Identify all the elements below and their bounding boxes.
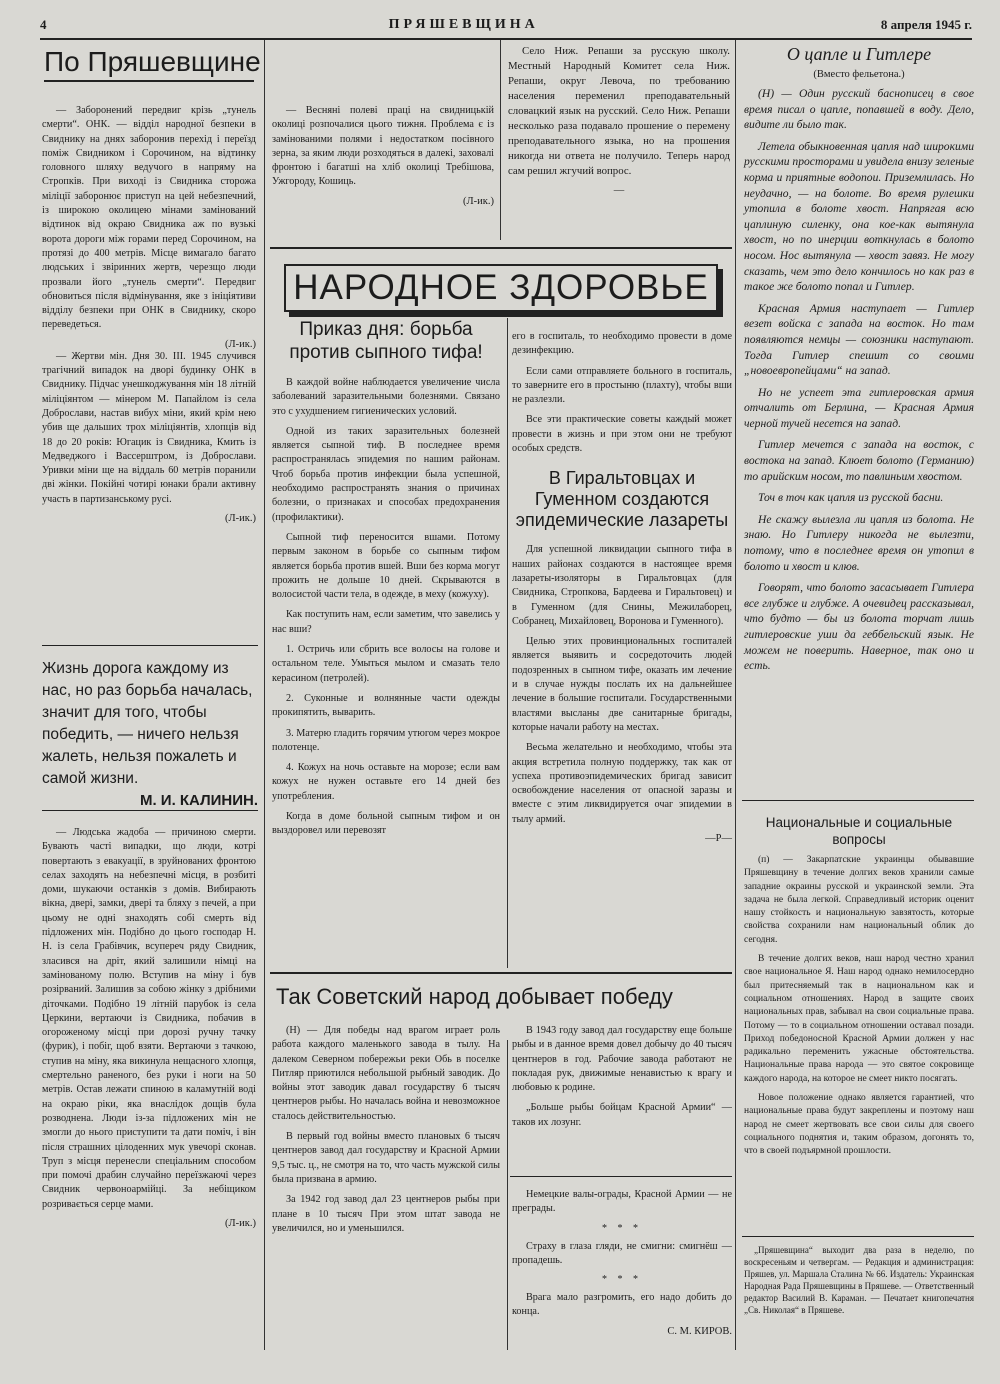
- kirov-line-3: Врага мало разгромить, его надо добить до конца.: [512, 1292, 732, 1318]
- sov-article: [272, 1024, 500, 1242]
- sov-p1: (Н) — Для победы над врагом играет роль работа каждого маленького завода в тылу. На далеком Северном побережьи реки Обь в поселке Питляр приютился небольшой рыбный заводик. До войны этот заводик давал государству 6 тысяч центнеров рыбы. Но началась война и невозможное сталось действительностью.: [272, 1025, 500, 1122]
- column-rule-3: [735, 40, 736, 1350]
- kirov-stars-2: * * *: [602, 1274, 642, 1286]
- kirov-author: С. М. КИРОВ.: [667, 1325, 732, 1337]
- quote-text: Жизнь дорога каждому из нас, но раз борьба началась, значит для того, чтобы победить, — ничего нельзя жалеть, нельзя пожалеть и самой жизни.: [42, 660, 253, 787]
- feuilleton-p5: Гитлер мечется с запада на восток, с востока на запад. Клюет болото (Германию) то арийским носом, то павлиньим хвостом.: [744, 438, 974, 483]
- feuilleton-title: О цапле и Гитлере: [786, 44, 932, 64]
- typhus-p9: Когда в доме больной сыпным тифом и он выздоровел или перевозят: [272, 811, 500, 837]
- kalinin-quote: [42, 658, 258, 812]
- article-russian-school: [508, 44, 730, 196]
- article-tunnel-signature: (Л-ик.): [225, 338, 256, 350]
- quote-author: М. И. КАЛИНИН.: [139, 792, 258, 809]
- typhus-q2: Если сами отправляете больного в госпиталь, то заверните его в простыню (плахту), чтобы вши не разлезли.: [512, 365, 732, 406]
- feuilleton-p6: Точ в точ как цапля из русской басни.: [758, 491, 944, 505]
- feuilleton-p4: Но не успеет эта гитлеровская армия отчалить от Берлина, — Красная Армия черной тучей несется на запад.: [744, 385, 974, 430]
- typhus-q3: Все эти практические советы каждый может провести в жизнь и при этом они не требуют особых средств.: [512, 414, 732, 455]
- feuilleton-p7: Не скажу вылезла ли цапля из болота. Не знаю. Но Гитлеру никогда не вылезти, потому, что в последнее время он утопил в болото и хвост и клюв.: [744, 512, 974, 573]
- sov-p3: За 1942 год завод дал 23 центнеров рыбы при плане в 10 тысяч При этом штат завода не увеличился, но и уменьшился.: [272, 1194, 500, 1234]
- feuilleton-p1: (Н) — Один русский баснописец в свое время писал о цапле, попавшей в воду. Дело, видите ли было так.: [744, 87, 974, 132]
- article-mines-signature: (Л-ик.): [225, 513, 256, 525]
- lazarets-signature: —Р—: [705, 833, 732, 845]
- column-rule-sov: [507, 1040, 508, 1350]
- sov-title-wrap: [276, 984, 732, 1010]
- article-tunnel: — Заборонений передвиг крізь „тунель смерти“. ОНК. — відділ народної безпеки в Свиднику на днях заборонив перехід і переїзд поміж Свидником і Сорочином, на відтинку головного шляху ведучого в напряму на Стропків. При виході із Свидника сторожа міліції заборонює приступ на цей небезпечний, із широкою околицею мінами замінований відтинок від окраю Свидника аж по вузькі ворота дороги між горами перед Сорочином, на протязі до 400 метрів. Місце вимагало багато людських і звіринних жертв, черезщо люди прозвали його „тунель смерти“. Передвиг обновиться після відмінування, яке з ініціятиви відділу безпеки при ОНК в Свиднику, скоро переведеться.: [42, 105, 256, 331]
- article-spring-work: [272, 104, 494, 207]
- imprint-text: „Пряшевщина“ выходит два раза в неделю, по воскресеньям и четвергам. — Редакция и администрация: Пряшев, ул. Маршала Сталина № 66. Издатель: Украинская Народная Рада Пряшевщины в Пряшеве. — Ответственный редактор Василий В. Караман. — Печатает книгопечатня „Св. Николая“ в Пряшеве.: [744, 1245, 974, 1315]
- typhus-p6: 2. Суконные и волнянные части одежды прокипятить, выварить.: [272, 692, 500, 719]
- rubric-title: По Пряшевщине: [44, 46, 254, 82]
- column-rule-1: [264, 40, 265, 1350]
- imprint-rule: [742, 1236, 974, 1237]
- sov-article-continued: [512, 1024, 732, 1136]
- national-rule: [742, 800, 974, 801]
- typhus-q1: его в госпиталь, то необходимо провести в доме дезинфекцию.: [512, 331, 732, 357]
- lazarets-p1: Для успешной ликвидации сыпного тифа в наших районах создаются в настоящее время лазареты-изоляторы в Гиральтовцах (для Свидника, Стропкова, Бардеева и Гиральтовец) и в Гуменном (для Снины, Межилаборец, Собранец, Михайловец, Воронова и Гуменного).: [512, 544, 732, 627]
- feuilleton: [744, 44, 974, 680]
- quote-rule-bottom: [42, 810, 258, 811]
- national-article: [744, 814, 974, 1165]
- lazarets-p3: Весьма желательно и необходимо, чтобы эта акция встретила полную поддержку, так как от успеха противоэпидемических бригад зависит освобождение населения от опасной заразы и вместе с этим ликвидируется очаг эпидемии в тылу армий.: [512, 742, 732, 825]
- feuilleton-subtitle: (Вместо фельетона.): [813, 69, 905, 80]
- health-banner: НАРОДНОЕ ЗДОРОВЬЕ: [284, 264, 718, 312]
- typhus-p2: Одной из таких заразительных болезней является сыпной тиф. В последнее время распространялась эпидемия по нашим районам. Чтоб борьба против инфекции была успешной, необходимо распространять знания о причинах болезни, о признаках и способах предохранения (профилактики).: [272, 425, 500, 523]
- article-greed: — Людська жадоба — причиною смерти. Бувають часті випадки, що люди, котрі повертають з евакуації, в зруйнованих фронтою селах заходять на небезпечні місця, в розбиті доми, шукаючи останків з домів. Вибирають вікна, двері, замки, двері та бляху з печей, а при цьому не одні знаходять собі смерть від підложених мін. Подібно до цього господар Н. Н. із села Грабівчик, всупереч ряду Свидник, зласився на дріт, який залишили німці на замінованому полю. Вступив на міну і був розірваний. Залишив за собою жінку з дрібними діточками. Подібно 19 літній парубок із села Церкини, вертаючи із Свидника, побачив в огороженому місці при дорозі ручну тачку (фурик), і побіг, щоб взяти. Вертаючи з тачкою, ступив на міну, яка викинула нещасного хлопця, смертельно раненого, без руки і ноги на 50 метрів. Остав лежати спиною в каламутній воді на окраю ріки, яка внаслідок дощів була розводнена. Люди із-за підложених мін не змогли до нього приступити та дати поміч, і він після страшних цілоденних мук увечорі сконав. Труп з місця перенесли спеціальним способом при помочі драбин случайно переїзжаючі через Свидник червоноармійці. За небіщиком розривається серце мами.: [42, 827, 256, 1210]
- lazarets-p2: Целью этих провинциональных госпиталей является выявить и сосредоточить людей подозренных в сыпном тифе, оказать им лечение и в случае нужды послать их на дальнейшее лечение в большие госпитали. Государственными властями высланы две санитарные бригады, которые начали работу на местах.: [512, 636, 732, 733]
- spring-work-signature: (Л-ик.): [463, 195, 494, 207]
- header-rule: [40, 38, 972, 40]
- kirov-line-2: Страху в глаза гляди, не смигни: смигнёш — пропадешь.: [512, 1240, 732, 1266]
- typhus-p4: Как поступить нам, если заметим, что завелись у нас вши?: [272, 609, 500, 635]
- typhus-p7: 3. Матерю гладить горячим утюгом через мокрое полотенце.: [272, 727, 500, 753]
- column-1-lower: [42, 826, 256, 1229]
- article-greed-signature: (Л-ик.): [225, 1218, 256, 1230]
- typhus-p3: Сыпной тиф переносится вшами. Потому первым законом в борьбе со сыпным тифом является борьба против вшей. Вши без корма могут прожить не дольше 10 дней. Скрываются в волосистой части тела, в одежде, в меху (кожуху).: [272, 531, 500, 601]
- health-rule: [270, 247, 732, 249]
- lazarets-title: В Гиральтовцах и Гуменном создаются эпидемические лазареты: [515, 468, 729, 531]
- typhus-title: Приказ дня: борьба против сыпного тифа!: [289, 319, 483, 363]
- typhus-p8: 4. Кожух на ночь оставьте на морозе; если вам кожух не нужен оставьте его 14 дней без употребления.: [272, 762, 500, 802]
- column-1: [42, 104, 256, 524]
- sov-p5: „Больше рыбы бойцам Красной Армии“ — таков их лозунг.: [512, 1102, 732, 1128]
- page-header: [40, 14, 972, 36]
- typhus-p1: В каждой войне наблюдается увеличение числа заболеваний заразительными болезнями. Связано это с ухудшением гигиенических условий.: [272, 377, 500, 417]
- feuilleton-p8: Говорят, что болото засасывает Гитлера все глубже и глубже. А очевидец рассказывал, что будто — бы из болота торчат лишь гитлеровские уши да геббельский язык. Не можем не поверить. Наверное, так оно и есть.: [744, 581, 974, 673]
- article-mines: — Жертви мін. Дня 30. III. 1945 случився трагічний випадок на дворі будинку ОНК в Свиднику. Підчас унешкоджування мін 18 літній міліціянтом — мінером М. Папайлом із села Доброслави, настав вибух міни, який крім нею убив ще дальших трох міліціянтів, хлопців від 18 до 20 років: Югацик із Свидника, Кмить із Медведжого і Вассерштром, із Доброслави. Уривки міни ще на віддаль 60 метрів поранили дві жінки. Покійні чотирі юнаки брали активну участь в партизанському русі.: [42, 350, 256, 505]
- national-p2: В течение долгих веков, наш народ честно хранил свое национальное Я. Наш народ однако немилосердно был притесняемый так в национальном как и социальном отношениях. Народ в защите своих национальных прав, забывал на свои социальные права. Потому — то в социальном отношении оставал позади. Приход победоносной Красной Армии должен у нас радикально переменить ужасные обстоятельства. Национальные права народа — это святое сокровище каждого народа, на которое не смеет никто посягать.: [744, 954, 974, 1084]
- column-rule-2: [500, 40, 501, 240]
- kirov-quotes: [512, 1188, 732, 1337]
- national-p1: (п) — Закарпатские украинцы обывавшие Пряшевщину в течение долгих веков хранили самые западние окраины русской и украинской земли. Эта задача не была легкой. Справедливый историк оценит нашу стойкость и национальную завзятость, которые свойства сохранили нам национальный облик до сегодня.: [744, 855, 974, 945]
- quote-rule-top: [42, 645, 258, 646]
- kirov-rule: [510, 1176, 732, 1177]
- kirov-stars-1: * * *: [602, 1222, 642, 1234]
- sov-p4: В 1943 году завод дал государству еще больше рыбы и в данное время довел добычу до 40 тысяч центнеров в год. Рабочие завода работают не покладая рук, движимые ненавистью к врагу и любовью к родине.: [512, 1025, 732, 1094]
- section-rubric: [44, 46, 261, 82]
- kirov-line-1: Немецкие валы-ограды, Красной Армии — не преграды.: [512, 1189, 732, 1215]
- national-p3: Новое положение однако является гарантией, что национальные права будут закреплены и поэтому наш народ не смеет жертвовать все свои силы для своего социального поднятия и, таким образом, догонять то, что в своей подъярмной прошлости.: [744, 1093, 974, 1157]
- typhus-p5: 1. Остричь или сбрить все волосы на голове и остальном теле. Умыться мылом и смазать тело керасином (петролей).: [272, 644, 500, 684]
- russian-school-text: Село Ниж. Репаши за русскую школу. Местный Народный Комитет села Ниж. Репаши, округ Левоча, по требованию населения переменил преподавательный словацкий язык на русский. Село Ниж. Репаши несколько раза подавало прошение о перемену преподавательного языка, но на прошения никогда ни ответа не получило. Теперь народ сам решил жгучий вопрос.: [508, 45, 730, 177]
- issue-date: 8 апреля 1945 г.: [880, 17, 972, 32]
- newspaper-title: ПРЯШЕВЩИНА: [388, 17, 539, 32]
- sov-rule: [270, 972, 732, 974]
- typhus-continued: [512, 330, 732, 844]
- sov-title: Так Советский народ добывает победу: [276, 984, 673, 1009]
- russian-school-signature: —: [613, 185, 625, 196]
- sov-p2: В первый год войны вместо плановых 6 тысяч центнеров завод дал государству и Красной Армии 9,5 тыс. ц., не смотря на то, что часть мужской силы была призвана в армию.: [272, 1131, 500, 1185]
- page-number: 4: [40, 17, 47, 32]
- imprint: [744, 1244, 974, 1322]
- typhus-article: [272, 318, 500, 845]
- feuilleton-p2: Летела обыкновенная цапля над широкими русскими просторами и увидела внизу зеленые корма и приятные водопои. Приземлилась. Но неудачно, — на болоте. Во время рулешки утопила в болоте хвост. Напрягая всю цаплиную силенку, она кое-как вытянула хвост, но по инерции воткнулась в болото носом. Нос вытянула — хвост завяз. Не могу сказать, чем это дело кончилось но как раз в такое же болото попал и Гитлер.: [744, 139, 974, 294]
- national-title: Национальные и социальные вопросы: [765, 815, 953, 847]
- spring-work-text: — Весняні полеві праці на свидницькій околиці розпочалися цього тижня. Проблема є із замінованими полями і недостатком посівного зерна, за яким люди розходяться в далекі, заховалі фронтою і багатші на хліб околиці Требішова, Ужгороду, Кошиць.: [272, 105, 494, 188]
- feuilleton-p3: Красная Армия наступает — Гитлер везет войска с запада на восток. Но там появляются немцы — союзники наступают. Тогда Гитлер спешит со своими „новоевропейцами“ на запад.: [744, 301, 974, 378]
- column-rule-health: [507, 318, 508, 968]
